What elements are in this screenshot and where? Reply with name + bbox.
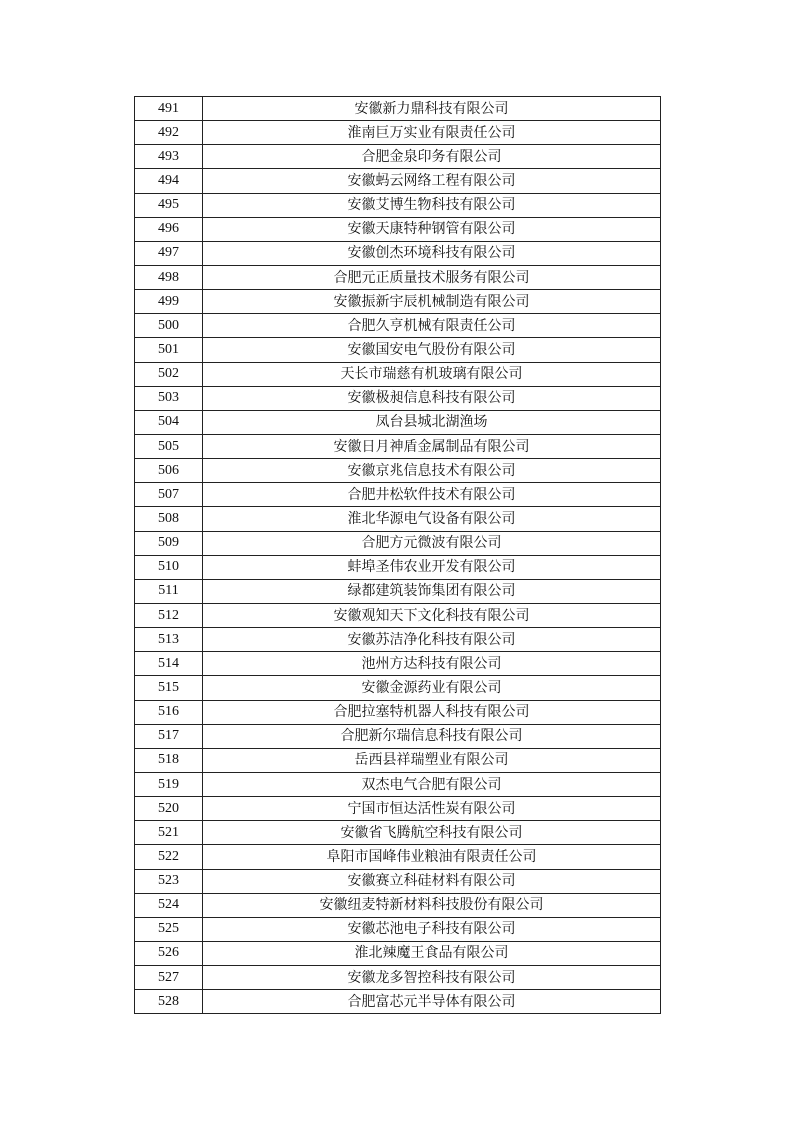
- table-row: [135, 797, 661, 821]
- row-number: 509: [135, 531, 203, 555]
- table-row: [135, 290, 661, 314]
- row-number: 493: [135, 145, 203, 169]
- row-number: 518: [135, 748, 203, 772]
- table-row: [135, 362, 661, 386]
- row-number: 512: [135, 603, 203, 627]
- table-row: [135, 724, 661, 748]
- company-name: 安徽新力鼎科技有限公司: [203, 97, 661, 121]
- table-row: [135, 483, 661, 507]
- company-name: 安徽振新宇辰机械制造有限公司: [203, 290, 661, 314]
- company-name: 蚌埠圣伟农业开发有限公司: [203, 555, 661, 579]
- row-number: 517: [135, 724, 203, 748]
- company-name: 安徽省飞腾航空科技有限公司: [203, 821, 661, 845]
- company-name: 合肥新尔瑞信息科技有限公司: [203, 724, 661, 748]
- company-name: 合肥元正质量技术服务有限公司: [203, 265, 661, 289]
- row-number: 521: [135, 821, 203, 845]
- company-name: 安徽极昶信息科技有限公司: [203, 386, 661, 410]
- table-row: [135, 700, 661, 724]
- company-name: 淮北华源电气设备有限公司: [203, 507, 661, 531]
- company-name: 安徽苏洁净化科技有限公司: [203, 628, 661, 652]
- table-row: [135, 314, 661, 338]
- table-row: [135, 917, 661, 941]
- company-name: 安徽蚂云网络工程有限公司: [203, 169, 661, 193]
- table-row: [135, 97, 661, 121]
- table-row: [135, 652, 661, 676]
- table-row: [135, 579, 661, 603]
- company-name: 阜阳市国峰伟业粮油有限责任公司: [203, 845, 661, 869]
- row-number: 507: [135, 483, 203, 507]
- table-row: [135, 628, 661, 652]
- row-number: 496: [135, 217, 203, 241]
- table-row: [135, 121, 661, 145]
- row-number: 494: [135, 169, 203, 193]
- table-row: [135, 338, 661, 362]
- row-number: 519: [135, 772, 203, 796]
- table-row: [135, 845, 661, 869]
- row-number: 499: [135, 290, 203, 314]
- table-row: [135, 241, 661, 265]
- company-name: 合肥方元微波有限公司: [203, 531, 661, 555]
- company-name: 双杰电气合肥有限公司: [203, 772, 661, 796]
- company-name: 绿都建筑装饰集团有限公司: [203, 579, 661, 603]
- company-name: 安徽国安电气股份有限公司: [203, 338, 661, 362]
- row-number: 495: [135, 193, 203, 217]
- company-name: 合肥富芯元半导体有限公司: [203, 990, 661, 1014]
- table-row: [135, 459, 661, 483]
- company-name: 合肥井松软件技术有限公司: [203, 483, 661, 507]
- table-row: [135, 169, 661, 193]
- row-number: 525: [135, 917, 203, 941]
- row-number: 516: [135, 700, 203, 724]
- row-number: 522: [135, 845, 203, 869]
- company-name: 天长市瑞慈有机玻璃有限公司: [203, 362, 661, 386]
- table-body: [135, 97, 661, 1014]
- company-name: 安徽龙多智控科技有限公司: [203, 966, 661, 990]
- table-row: [135, 386, 661, 410]
- company-name: 安徽艾博生物科技有限公司: [203, 193, 661, 217]
- row-number: 520: [135, 797, 203, 821]
- row-number: 528: [135, 990, 203, 1014]
- company-name: 宁国市恒达活性炭有限公司: [203, 797, 661, 821]
- company-name: 安徽赛立科硅材料有限公司: [203, 869, 661, 893]
- row-number: 526: [135, 941, 203, 965]
- row-number: 524: [135, 893, 203, 917]
- table-row: [135, 893, 661, 917]
- table-row: [135, 555, 661, 579]
- row-number: 504: [135, 410, 203, 434]
- row-number: 498: [135, 265, 203, 289]
- company-name: 合肥久亨机械有限责任公司: [203, 314, 661, 338]
- company-name: 安徽日月神盾金属制品有限公司: [203, 434, 661, 458]
- row-number: 497: [135, 241, 203, 265]
- row-number: 527: [135, 966, 203, 990]
- row-number: 514: [135, 652, 203, 676]
- table-row: [135, 410, 661, 434]
- table-row: [135, 772, 661, 796]
- table-row: [135, 603, 661, 627]
- company-name: 安徽金源药业有限公司: [203, 676, 661, 700]
- company-name: 淮南巨万实业有限责任公司: [203, 121, 661, 145]
- company-name: 淮北辣魔王食品有限公司: [203, 941, 661, 965]
- table-row: [135, 193, 661, 217]
- table-row: [135, 869, 661, 893]
- table-row: [135, 966, 661, 990]
- table-row: [135, 217, 661, 241]
- row-number: 501: [135, 338, 203, 362]
- row-number: 513: [135, 628, 203, 652]
- row-number: 510: [135, 555, 203, 579]
- table-row: [135, 531, 661, 555]
- company-name: 安徽天康特种钢管有限公司: [203, 217, 661, 241]
- row-number: 506: [135, 459, 203, 483]
- company-name: 合肥拉塞特机器人科技有限公司: [203, 700, 661, 724]
- table-row: [135, 145, 661, 169]
- company-list-table: [134, 96, 661, 1014]
- table-row: [135, 265, 661, 289]
- table-row: [135, 507, 661, 531]
- table-row: [135, 821, 661, 845]
- table-row: [135, 748, 661, 772]
- row-number: 503: [135, 386, 203, 410]
- company-name: 池州方达科技有限公司: [203, 652, 661, 676]
- table-row: [135, 941, 661, 965]
- company-name: 合肥金泉印务有限公司: [203, 145, 661, 169]
- row-number: 511: [135, 579, 203, 603]
- row-number: 508: [135, 507, 203, 531]
- company-name: 安徽观知天下文化科技有限公司: [203, 603, 661, 627]
- table-row: [135, 676, 661, 700]
- table-row: [135, 434, 661, 458]
- company-name: 安徽京兆信息技术有限公司: [203, 459, 661, 483]
- table-row: [135, 990, 661, 1014]
- row-number: 492: [135, 121, 203, 145]
- company-name: 安徽芯池电子科技有限公司: [203, 917, 661, 941]
- company-name: 凤台县城北湖渔场: [203, 410, 661, 434]
- row-number: 505: [135, 434, 203, 458]
- row-number: 500: [135, 314, 203, 338]
- row-number: 523: [135, 869, 203, 893]
- row-number: 502: [135, 362, 203, 386]
- company-name: 安徽纽麦特新材料科技股份有限公司: [203, 893, 661, 917]
- company-name: 安徽创杰环境科技有限公司: [203, 241, 661, 265]
- row-number: 491: [135, 97, 203, 121]
- company-name: 岳西县祥瑞塑业有限公司: [203, 748, 661, 772]
- row-number: 515: [135, 676, 203, 700]
